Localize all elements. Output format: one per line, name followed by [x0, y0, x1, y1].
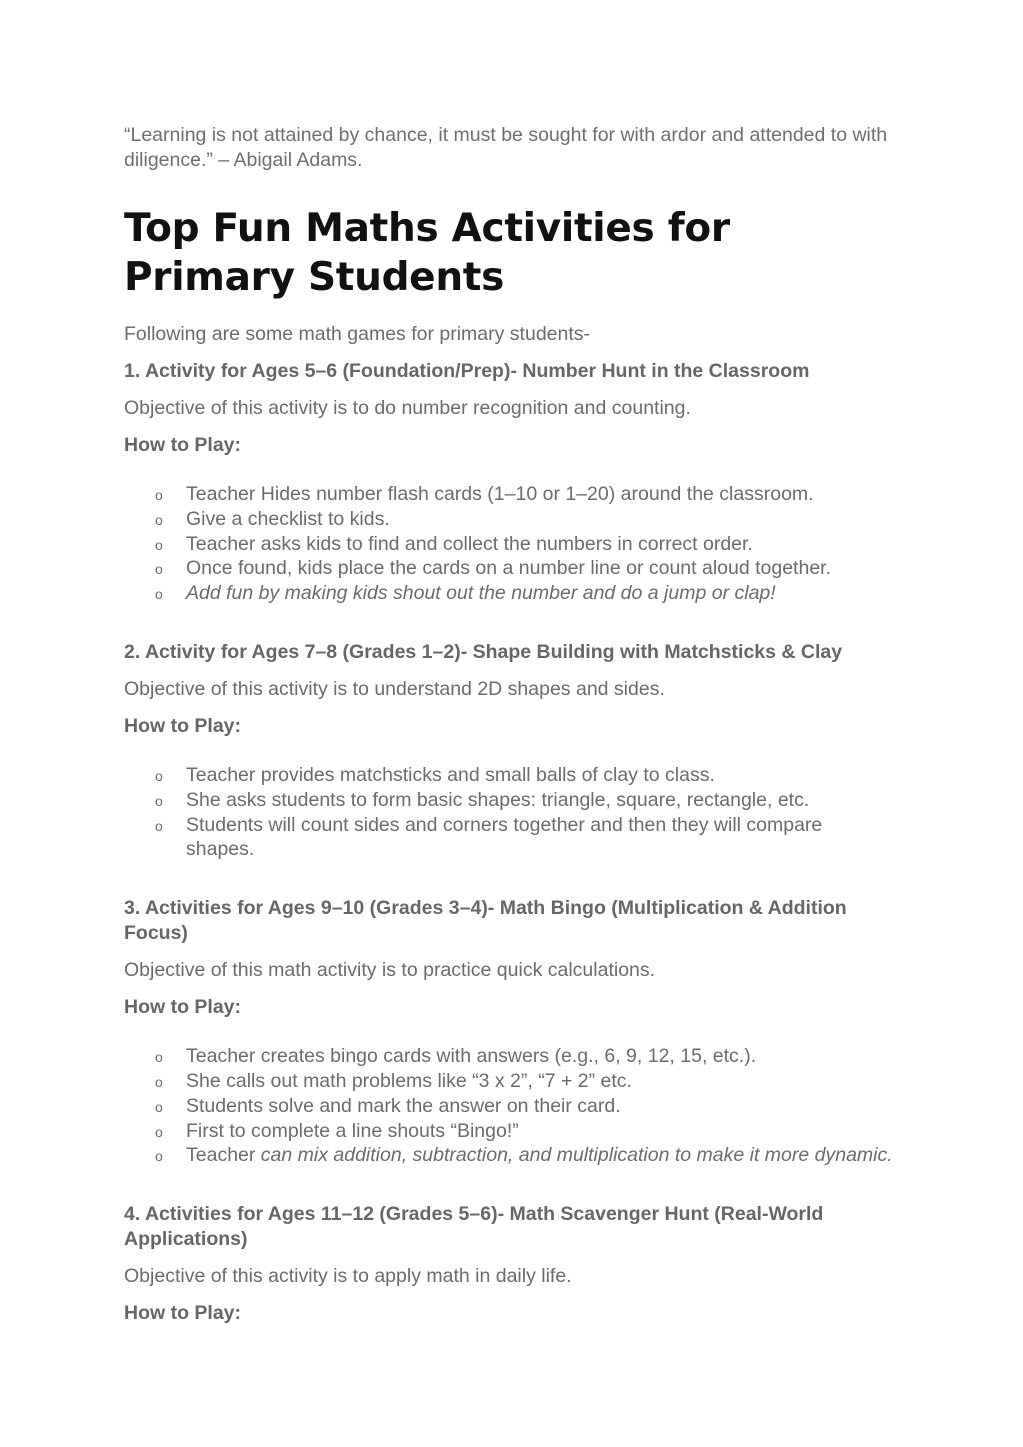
list-item [124, 1069, 894, 1094]
list-item-text: Give a checklist to kids. [186, 507, 390, 530]
section-objective: Objective of this activity is to understand 2D shapes and sides. [124, 677, 665, 700]
section-objective: Objective of this activity is to do number recognition and counting. [124, 397, 691, 419]
how-to-play-label: How to Play: [124, 1302, 242, 1325]
list-item [124, 532, 894, 557]
how-to-play-label: How to Play: [124, 434, 242, 456]
steps-list [124, 1044, 894, 1168]
circle-bullet-icon: o [155, 536, 163, 553]
list-item [124, 556, 894, 581]
activity-section [124, 896, 894, 1190]
activity-section [124, 1202, 894, 1326]
steps-list [124, 482, 894, 606]
list-item-text: Students will count sides and corners together and then they will compare shapes. [186, 813, 823, 861]
circle-bullet-icon: o [155, 1049, 163, 1066]
list-item [124, 1044, 894, 1069]
list-item [124, 581, 894, 606]
quote: “Learning is not attained by chance, it must be sought for with ardor and attended to with diligence.” – Abigail Adams. [124, 124, 888, 171]
section-heading: 3. Activities for Ages 9–10 (Grades 3–4)- Math Bingo (Multiplication & Addition Focus) [124, 897, 847, 945]
activity-section [124, 359, 894, 628]
section-heading: 1. Activity for Ages 5–6 (Foundation/Prep)- Number Hunt in the Classroom [124, 360, 810, 382]
list-item-text: First to complete a line shouts “Bingo!” [186, 1119, 519, 1142]
circle-bullet-icon: o [155, 767, 163, 784]
circle-bullet-icon: o [155, 487, 163, 503]
circle-bullet-icon: o [155, 1098, 163, 1115]
list-item [124, 763, 894, 788]
circle-bullet-icon: o [155, 511, 163, 528]
intro-text: Following are some math games for primary students- [124, 323, 591, 345]
circle-bullet-icon: o [155, 792, 163, 809]
list-item [124, 507, 894, 532]
list-item-italic-text: can mix addition, subtraction, and multiplication to make it more dynamic. [260, 1144, 893, 1167]
section-heading: 4. Activities for Ages 11–12 (Grades 5–6)- Math Scavenger Hunt (Real-World Applications) [124, 1203, 824, 1251]
list-item-text: Teacher [186, 1144, 261, 1167]
activity-sections [124, 359, 894, 1326]
page-title: Top Fun Maths Activities for Primary Students [124, 206, 730, 300]
list-item-text: She asks students to form basic shapes: triangle, square, rectangle, etc. [186, 788, 810, 811]
section-spacer [124, 1168, 894, 1190]
how-to-play-label: How to Play: [124, 996, 242, 1019]
circle-bullet-icon: o [155, 1123, 163, 1140]
list-item-text: Students solve and mark the answer on their card. [186, 1094, 621, 1117]
section-objective: Objective of this activity is to apply math in daily life. [124, 1265, 572, 1288]
circle-bullet-icon: o [155, 1148, 163, 1165]
list-item [124, 1143, 894, 1168]
list-item [124, 788, 894, 813]
list-item-text: Teacher creates bingo cards with answers (e.g., 6, 9, 12, 15, etc.). [186, 1045, 757, 1068]
list-item-text: Once found, kids place the cards on a number line or count aloud together. [186, 557, 831, 580]
activity-section [124, 640, 894, 884]
list-item [124, 482, 894, 507]
circle-bullet-icon: o [155, 586, 163, 603]
list-item-italic-text: Add fun by making kids shout out the number and do a jump or clap! [186, 582, 776, 605]
list-item [124, 1094, 894, 1119]
steps-list [124, 763, 894, 862]
list-item-text: Teacher Hides number flash cards (1–10 or 1–20) around the classroom. [186, 483, 814, 505]
section-spacer [124, 606, 894, 628]
list-item-text: She calls out math problems like “3 x 2”, “7 + 2” etc. [186, 1069, 632, 1092]
circle-bullet-icon: o [155, 1073, 163, 1090]
list-item [124, 813, 894, 863]
section-spacer [124, 862, 894, 884]
list-item [124, 1119, 894, 1144]
list-item-text: Teacher asks kids to find and collect the numbers in correct order. [186, 532, 753, 555]
section-objective: Objective of this math activity is to practice quick calculations. [124, 959, 656, 982]
list-item-text: Teacher provides matchsticks and small balls of clay to class. [186, 763, 715, 786]
circle-bullet-icon: o [155, 817, 163, 834]
document-page [124, 123, 894, 1326]
section-heading: 2. Activity for Ages 7–8 (Grades 1–2)- Shape Building with Matchsticks & Clay [124, 640, 843, 663]
how-to-play-label: How to Play: [124, 714, 242, 737]
circle-bullet-icon: o [155, 561, 163, 578]
